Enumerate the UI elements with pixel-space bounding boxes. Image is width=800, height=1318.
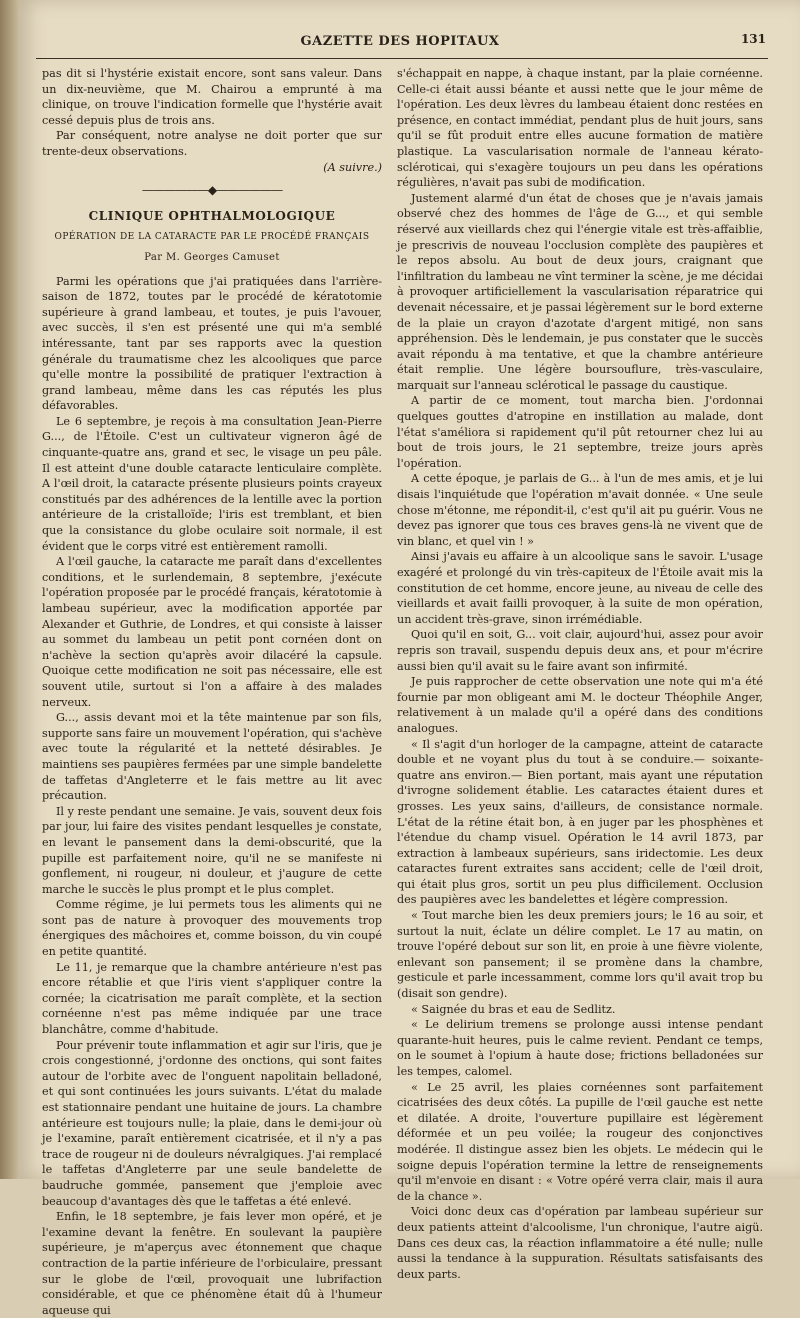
article-subtitle: OPÉRATION DE LA CATARACTE PAR LE PROCÉDÉ FRANÇAIS bbox=[54, 232, 370, 243]
article-paragraph: Je puis rapprocher de cette observation une note qui m'a été fournie par mon obligeant ami M. le docteur Théophile Anger, relativement à un malade qu'il a opéré dans des conditions analogues. bbox=[397, 675, 763, 735]
article-paragraph: G..., assis devant moi et la tête maintenue par son fils, supporte sans faire un mouvement l'opération, qui s'achève avec toute la régularité et la netteté désirables. Je maintiens ses paupières fermées par une simple bandelette de taffetas d'Angleterre et le fais mettre au lit avec précaution. bbox=[42, 711, 382, 803]
article-paragraph: Ainsi j'avais eu affaire à un alcoolique sans le savoir. L'usage exagéré et prolongé du vin très-capiteux de l'Étoile avait mis la constitution de cet homme, encore jeune, au niveau de celle des vieillards et avait failli provoquer, à la suite de mon opération, un accident très-grave, sinon irrémédiable. bbox=[397, 550, 763, 626]
article-author: Par M. Georges Camuset bbox=[144, 251, 280, 263]
page-number: 131 bbox=[740, 32, 766, 46]
quoted-paragraph: « Saignée du bras et eau de Sedlitz. bbox=[411, 1002, 616, 1016]
book-binding-edge bbox=[0, 0, 18, 1179]
intro-paragraph: Par conséquent, notre analyse ne doit porter que sur trente-deux observations. bbox=[42, 129, 382, 158]
section-title: CLINIQUE OPHTHALMOLOGIQUE bbox=[88, 208, 336, 223]
article-paragraph: A cette époque, je parlais de G... à l'un de mes amis, et je lui disais l'inquiétude que l'opération m'avait donnée. « Une seule chose m'étonne, me répondit-il, c'est qu'il ait pu guérir. Vous ne devez pas ignorer que tous ces braves gens-là ne vivent que de vin blanc, et quel vin ! » bbox=[397, 472, 763, 548]
article-paragraph: Comme régime, je lui permets tous les aliments qui ne sont pas de nature à provoquer des mouvements trop énergiques des mâchoires et, comme boisson, du vin coupé en petite quantité. bbox=[42, 898, 382, 959]
article-paragraph: A l'œil gauche, la cataracte me paraît dans d'excellentes conditions, et le surlendemain, 8 septembre, j'exécute l'opération proposée par le procédé français, kératotomie à lambeau supérieur, avec la modification apportée par Alexander et Guthrie, de Londres, et qui consiste à laisser au sommet du lambeau un petit pont cornéen dont on n'achève la section qu'après avoir dilacéré la capsule. Quoique cette modification ne soit pas nécessaire, elle est souvent utile, surtout si l'on a affaire à des malades nerveux. bbox=[42, 555, 382, 709]
left-column bbox=[42, 66, 382, 1317]
article-paragraph: Enfin, le 18 septembre, je fais lever mon opéré, et je l'examine devant la fenêtre. En soulevant la paupière supérieure, je m'aperçus avec étonnement que chaque contraction de la partie inférieure de l'orbiculaire, pressant sur le globe de l'œil, provoquait une lubrifaction considérable, et que ce phénomène était dû à l'humeur aqueuse qui bbox=[42, 1210, 382, 1317]
article-paragraph: Le 6 septembre, je reçois à ma consultation Jean-Pierre G..., de l'Étoile. C'est un cultivateur vigneron âgé de cinquante-quatre ans, grand et sec, le visage un peu pâle. Il est atteint d'une double cataracte lenticulaire complète. A l'œil droit, la cataracte présente plusieurs points crayeux constitués par des adhérences de la lentille avec la portion antérieure de la cristalloïde; l'iris est tremblant, et bien que la consistance du globe oculaire soit normale, il est évident que le corps vitré est entièrement ramolli. bbox=[42, 414, 382, 553]
article-paragraph: A partir de ce moment, tout marcha bien. J'ordonnai quelques gouttes d'atropine en instillation au malade, dont l'état s'améliora si rapidement qu'il pût retourner chez lui au bout de trois jours, le 21 septembre, treize jours après l'opération. bbox=[397, 394, 763, 470]
right-column bbox=[397, 66, 763, 1281]
article-paragraph: Pour prévenir toute inflammation et agir sur l'iris, que je crois congestionné, j'ordonne des onctions, qui sont faites autour de l'orbite avec de l'onguent napolitain belladoné, et qui sont continuées les jours suivants. L'état du malade est stationnaire pendant une huitaine de jours. La chambre antérieure est toujours nulle; la plaie, dans le demi-jour où je l'examine, paraît entièrement cicatrisée, et il n'y a pas trace de rougeur ni de douleurs névralgiques. J'ai remplacé le taffetas d'Angleterre par une seule bandelette de baudruche gommée, pansement que j'emploie avec beaucoup d'avantages dès que le taffetas a été enlevé. bbox=[42, 1038, 382, 1208]
article-paragraph: Quoi qu'il en soit, G... voit clair, aujourd'hui, assez pour avoir repris son travail, suspendu depuis deux ans, et pour m'écrire aussi bien qu'il avait su le faire avant son infirmité. bbox=[397, 628, 763, 673]
article-paragraph: Le 11, je remarque que la chambre antérieure n'est pas encore rétablie et que l'iris vient s'appliquer contre la cornée; la cicatrisation me paraît complète, et la section cornéenne n'est pas même indiquée par une trace blanchâtre, comme d'habitude. bbox=[42, 960, 382, 1037]
publication-title: GAZETTE DES HOPITAUX bbox=[300, 34, 500, 49]
quoted-paragraph: « Il s'agit d'un horloger de la campagne, atteint de cataracte double et ne voyant plus du tout à se conduire.— soixante-quatre ans environ.— Bien portant, mais ayant une réputation d'ivrogne solidement établie. Les cataractes étaient dures et grosses. Les yeux sains, d'ailleurs, de consistance normale. L'état de la rétine était bon, à en juger par les phosphènes et l'étendue du champ visuel. Opération le 14 avril 1873, par extraction à lambeaux supérieurs, sans iridectomie. Les deux cataractes furent extraites sans accident; celle de l'œil droit, qui était plus gros, sortit un peu plus difficilement. Occlusion des paupières avec les bandelettes et légère compression. bbox=[397, 737, 763, 907]
to-be-continued: (A suivre.) bbox=[323, 160, 382, 174]
intro-paragraph: pas dit si l'hystérie existait encore, sont sans valeur. Dans un dix-neuvième, que M. Chairou a emprunté à ma clinique, on trouve l'indication formelle que l'hystérie avait cessé depuis plus de trois ans. bbox=[42, 67, 382, 127]
article-paragraph: Justement alarmé d'un état de choses que je n'avais jamais observé chez des hommes de l'âge de G..., et qui semble réservé aux vieillards chez qui l'énergie vitale est très-affaiblie, je prescrivis de nouveau l'occlusion complète des paupières et le repos absolu. Au bout de deux jours, craignant que l'infiltration du lambeau ne vînt terminer la scène, je me décidai à provoquer artificiellement la vascularisation réparatrice qui devenait nécessaire, et je passai légèrement sur le bord externe de la plaie un crayon d'azotate d'argent mitigé, non sans appréhension. Dès le lendemain, je pus constater que le succès avait répondu à ma tentative, et que la chambre antérieure était remplie. Une légère boursouflure, très-vasculaire, marquait sur l'anneau sclérotical le passage du caustique. bbox=[397, 191, 763, 392]
section-divider-ornament: ——————◆—————— bbox=[141, 183, 283, 198]
article-paragraph: Voici donc deux cas d'opération par lambeau supérieur sur deux patients atteint d'alcoolisme, l'un chronique, l'autre aigü. Dans ces deux cas, la réaction inflammatoire a été nulle; nulle aussi la tendance à la suppuration. Résultats satisfaisants des deux parts. bbox=[397, 1205, 763, 1281]
page-header bbox=[30, 28, 770, 54]
quoted-paragraph: « Le delirium tremens se prolonge aussi intense pendant quarante-huit heures, puis le calme revient. Pendant ce temps, on le soumet à l'opium à haute dose; frictions belladonées sur les tempes, calomel. bbox=[397, 1018, 763, 1078]
header-rule bbox=[36, 58, 768, 59]
article-paragraph: Il y reste pendant une semaine. Je vais, souvent deux fois par jour, lui faire des visites pendant lesquelles je constate, en levant le pansement dans la demi-obscurité, que la pupille est parfaitement noire, qu'il ne se manifeste ni gonflement, ni rougeur, ni douleur, et j'augure de cette marche le succès le plus prompt et le plus complet. bbox=[42, 804, 382, 896]
quoted-paragraph: « Tout marche bien les deux premiers jours; le 16 au soir, et surtout la nuit, éclate un délire complet. Le 17 au matin, on trouve l'opéré debout sur son lit, en proie à une fièvre violente, enlevant son pansement; il se promène dans la chambre, gesticule et parle incessamment, comme lors qu'il avait trop bu (disait son gendre). bbox=[397, 909, 763, 1001]
article-paragraph: s'échappait en nappe, à chaque instant, par la plaie cornéenne. Celle-ci était aussi béante et aussi nette que le jour même de l'opération. Les deux lèvres du lambeau étaient donc restées en présence, en contact immédiat, pendant plus de huit jours, sans qu'il se fût produit entre elles aucune formation de matière plastique. La vascularisation normale de l'anneau kérato-scléroticai, qui s'exagère toujours un peu dans les opérations régulières, n'avait pas subi de modification. bbox=[397, 67, 763, 190]
article-paragraph: Parmi les opérations que j'ai pratiquées dans l'arrière-saison de 1872, toutes par le procédé de kératotomie supérieure à grand lambeau, et toutes, je puis l'avouer, avec succès, il s'en est présenté une qui m'a semblé intéressante, tant par ses rapports avec la question générale du traumatisme chez les alcooliques que parce qu'elle montre la possibilité de pratiquer l'extraction à grand lambeau, même dans les cas réputés les plus défavorables. bbox=[42, 274, 382, 413]
quoted-paragraph: « Le 25 avril, les plaies cornéennes sont parfaitement cicatrisées des deux côtés. La pupille de l'œil gauche est nette et dilatée. A droite, l'ouverture pupillaire est légèrement déformée et un peu voilée; la rougeur des conjonctives modérée. Il distingue assez bien les objets. Le médecin qui le soigne depuis l'opération termine la lettre de renseignements qu'il m'envoie en disant : « Votre opéré verra clair, mais il aura de la chance ». bbox=[397, 1080, 763, 1203]
